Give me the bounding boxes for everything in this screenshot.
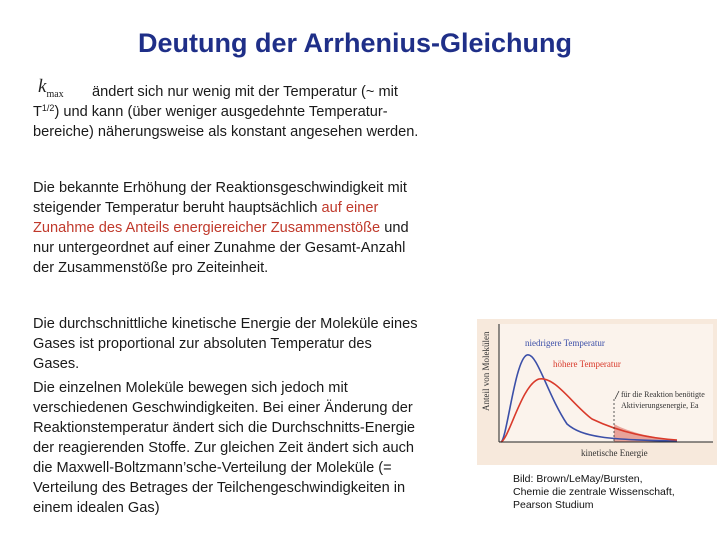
p4-line-7: einem idealen Gas) (33, 500, 160, 516)
p1-line-3: bereiche) näherungsweise als konstant angesehen werden. (33, 124, 419, 140)
p2-line-4: nur untergeordnet auf einer Zunahme der Gesamt-Anzahl (33, 240, 406, 256)
p3-line-2: Gases ist proportional zur absoluten Temperatur des (33, 336, 372, 352)
p2-line-3 (33, 218, 473, 238)
p3-line-3: Gases. (33, 356, 80, 372)
p4-line-3: Reaktionstemperatur ändert sich die Durchschnitts-Energie (33, 420, 416, 436)
p4-line-6: Verteilung des Betrages der Teilchengeschwindigkeiten in (33, 480, 406, 496)
paragraph-maxwell-boltzmann (33, 378, 473, 518)
y-axis-label: Anteil von Molekülen (481, 331, 491, 411)
kmax-k: k (38, 76, 47, 97)
paragraph-kmax (33, 82, 473, 142)
p2-line-1: Die bekannte Erhöhung der Reaktionsgeschwindigkeit mit (33, 180, 407, 196)
image-credit (513, 473, 718, 512)
p3-line-1: Die durchschnittliche kinetische Energie der Moleküle eines (33, 316, 418, 332)
paragraph-rate-increase (33, 178, 473, 278)
p2-line-5: der Zusammenstöße pro Zeiteinheit. (33, 260, 269, 276)
activation-label-2: Aktivierungsenergie, Ea (621, 401, 699, 410)
p2-highlight-2: Zunahme des Anteils energiereicher Zusammenstöße (33, 220, 381, 236)
paragraph-kinetic-energy (33, 314, 473, 374)
p1-line-1: ändert sich nur wenig mit der Temperatur (~ mit (92, 84, 398, 100)
maxwell-boltzmann-figure (477, 319, 717, 465)
p4-line-5: die Maxwell-Boltzmann’sche-Verteilung der Moleküle (= (33, 460, 392, 476)
p1-t: T (33, 104, 42, 120)
credit-line-3: Pearson Studium (513, 499, 594, 511)
p2-line-2 (33, 198, 473, 218)
p1-exponent: 1/2 (41, 103, 55, 113)
p4-line-2: verschiedenen Geschwindigkeiten. Bei einer Änderung der (33, 400, 413, 416)
p2-highlight-1: auf einer (321, 200, 379, 216)
p2-line-2-a: steigender Temperatur beruht hauptsächlich (33, 200, 322, 216)
low-temperature-label: niedrigere Temperatur (525, 338, 605, 348)
p1-line-2 (33, 102, 473, 122)
credit-line-2: Chemie die zentrale Wissenschaft, (513, 486, 675, 498)
high-temperature-label: höhere Temperatur (553, 359, 621, 369)
credit-line-1: Bild: Brown/LeMay/Bursten, (513, 473, 643, 485)
activation-label-1: für die Reaktion benötigte (621, 390, 705, 399)
kmax-subscript: max (46, 88, 64, 100)
p4-line-4: der reagierenden Stoffe. Zur gleichen Zeit ändert sich auch (33, 440, 415, 456)
x-axis-label: kinetische Energie (581, 448, 648, 458)
p4-line-1: Die einzelnen Moleküle bewegen sich jedoch mit (33, 380, 348, 396)
slide-title: Deutung der Arrhenius-Gleichung (137, 28, 573, 58)
p1-line-2-rest: ) und kann (über weniger ausgedehnte Temperatur- (54, 104, 388, 120)
p2-line-3-b: und (380, 220, 409, 236)
